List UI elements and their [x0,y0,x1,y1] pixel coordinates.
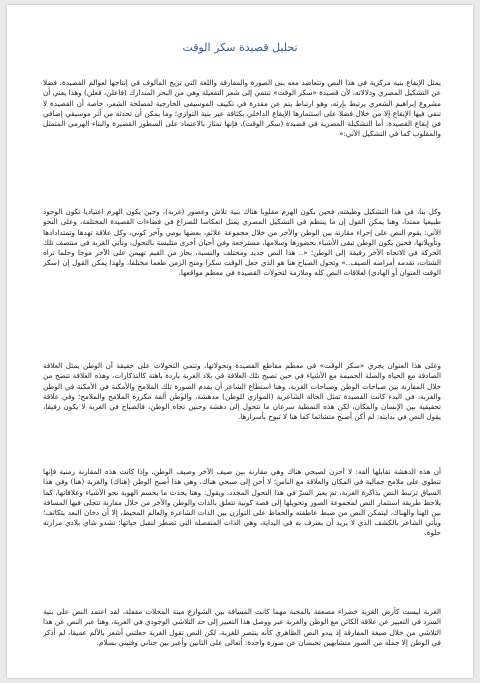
paragraph-2: وكل بنا، في هذا التشكيل وظيفته، فحين يكون الهرم مقلوبا هناك بنية تلاش وعصور (غربة)، وحين يكون الهرم اعتياديا تكون الوجود طبيعيا ممتدا، وهنا يمكن القول إن ما ينتظم في التشكيل المصري يمثل انعكاسا للصراع في فضاءات القصيدة المختلفة، وعلى النحو الآتي: يقوم النص على إجراء مقارنة بين الوطن والآخر من خلال مجموعة علائم، بعضها يومي وآخر كوني، وكل علاقة تهدها وتمتدادادها وتأويلاتها، فحين يكون الوطن تبقى الأشياء بحضورها وسلامها، مسترجعة وفي أحيان أخرى متلبسة بالتحول، وتأتي الغربة في منتصف تلك الحركة في الاتجاه الآخر رفيقة إلى الوطن؛ «.. هذا النص جديد ومختلف والنسبة، بحاز من القيم تهيمن على الآخر موجا وحلما تراه الشتات، تقدمه أمراضه الصيف..» وتحول الصباح هنا هو الذي جعل الوقت سكرا ومنح الزمن طعما مختلفا، ولهذا يمكن القول إن (سكر الوقت العنوان أو الهادي) لعلاقات النص كله وملازمة لتحولات القصيدة في معظم مواقعها. [43,207,441,278]
paragraph-3: وعلى هذا العنوان يجري «سكر الوقت» في معظم مقاطع القصيدة وتحولاتها، وتنمي التحولات على حقيقة أن الوطن يمثل العلاقة الصادقة مع الحياة والصلة الحميمة مع الأشياء في حين تصبح تلك العلاقة في بلاد الغربة باردة باهتة كالتذكارات، وهذه العلاقة تتضح من خلال المقارنة بين صباحات الوطن وصباحات الغربة، وهنا استطاع الشاعر أن يقدم الصورة تلك الملامح والأمكنة في الأمكنة في الوطن والغربة، في البدء كانت القصيدة تمثل الحالة الشاعرية (الموازي للوطن) مدهشة، والوطن ألفة مكررة الملامح والملامح؛ وفي علاقة تحقيقية بين الإنسان والمكان، لكن هذه النمطية سرعان ما تتحول إلى دهشة وحنين تجاه الوطن، فالصباح في الغربة لا يكون رفيقا، يقول النص في بدايته: لم أكن أصبح متشائما كما هنا لا تبوح بأسرارها. [43,361,441,422]
paragraph-5: الغربة ليست كأرض الغربة خضراء مضعفة بالمحبة مهما كانت المسافة بين الشوارع مينة المحلات مقفلة، لقد اعتمد النص على بنية السرد في التعبير عن علاقة الكائن مع الوطن والغربة عبر ووصل هذا التعبير إلى حد التلاشي الوجودي في الغربة، وهنا عبر النص عن هذا التلاشي من خلال صيغة المفارقة إذ يبدو النص الظاهري كأنه ينتصر للغربة، لكن النص تقول الغربة جعلتني أشعر بالألم عميقا، لم أذكر في الوطن إلا جملة من الصور متشابهين تحبسان عن صورة واحدة: أتعالى على الثانين وأعبر بين حناني وفتيني بسلام. [43,607,441,647]
paragraph-4: أن هذه الدهشة تقابلها ألفة: لا أحزن لصبحي هناك وهي مقارنة بين صيف الآخر وصيف الوطن، وإذا كانت هذه المقارنة زمنية فإنها تنطوي على ملامح جمالية في المكان والعلاقة مع الناس؛ لا أحن إلى صبحي هناك، وهي هذا أصبح الوطن (هناك) والغربة (هنا) وفي هذا السياق ترتبط النص بذاكرة الغربة، تم يعبر السرّ في هذا التحول المجدد، ويقول: وهنا يحدث ما يحسم الهوية نحو الأشياء وعلاقاتها، كما يلاحظ طريقة استثمار النص لمجموعة الصور وتحويلها إلى قصة كونية تتعلق بالذات والوطن والآخر من خلال مقارنة تتجلى فيها المسافة بين الهنا والهناك، ليتمكن النص من ضبط عاطفته والحفاظ على التوازن بين الذات الشاعرة والعالم المحيط، إلا أن دخان البعد يتكاثف؛ ويأتي الشاعر بالكشف الذي لا يريد أن يعترف به في البداية، وهي الذات المنفصلة التي تضطر لتقبل حياتها؛ تشدو شاي بلادي مرارته حلوة. [43,467,441,538]
document-page [7,5,473,678]
document-title: تحليل قصيدة سكر الوقت [182,41,298,54]
paragraph-1: يمثل الإيقاع بنية مركزية في هذا النص وتتعاضد معه بنى الصورة والمفارقة واللغة التي تزيح المألوف في إنتاجها لعوالم القصيدة، فضلا عن التشكيل المصري ودلالاته، لأن قصيدة «سكر الوقت» تنتمي إلى شعر التفعيلة وهي من البحر المتدارك (فاعلن، فعلن) وهذا يعني أن مشروع إبراهيم الشعري يرتبط بإرثه، وهو ارتباط يتم عن مقدرة في تكييف الموسيقى الخارجية لمصلحة الشعر، خاصة أن القصيدة لا تنفي فيها الإيقاع إلا من خلال فضلا على استثمارها الإيقاع الداخلي بكثافة عبر بنية التوازي؛ وما يمكن أن تحدثه من أثر موسيقي إضافي في إيقاع القصيدة. أما التشكيلة المصرية في قصيدة (سكر الوقت)، فإنها تمتاز بالاعتماد على السطور القصيرة والبناء الهرمي المتمثل والمقلوب كما في التشكيل الآتي:« [43,78,441,139]
